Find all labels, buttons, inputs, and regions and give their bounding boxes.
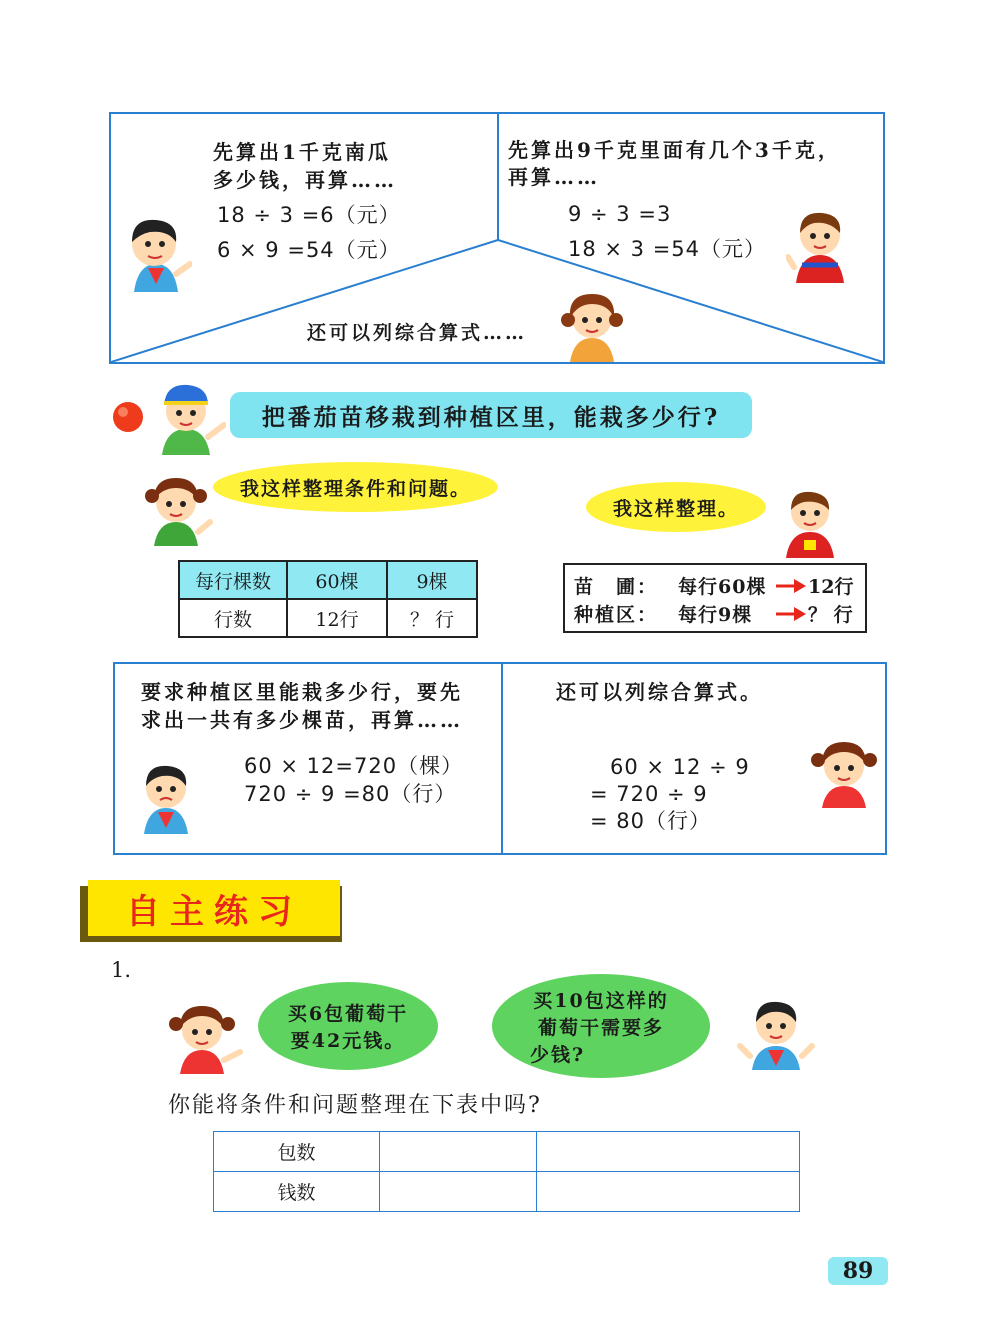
practice-table: [213, 1131, 800, 1212]
arrow-right-icon: [776, 578, 806, 594]
bubble-left-line-1: 买6包葡萄干: [287, 1003, 409, 1025]
box1-right-eq-1: 9 ÷ 3 =3: [568, 202, 672, 226]
practice-bubble-right: [492, 974, 710, 1078]
organize-right-speech-bubble: [586, 482, 766, 532]
practice-bubble-left: [258, 982, 438, 1070]
box1-left-text-1: 先算出1千克南瓜: [213, 140, 391, 164]
organize-right-speech: 我这样整理。: [612, 497, 739, 520]
tomato-icon: [110, 398, 146, 434]
table-cell: 行数: [179, 599, 287, 637]
organize-right-row2-label: 种植区：: [574, 604, 659, 626]
box1-right-text-1: 先算出9千克里面有几个3千克，: [508, 138, 841, 162]
bubble-right-line-1: 买10包这样的: [533, 989, 669, 1012]
organize-right-row1-value: 每行60棵: [678, 576, 767, 598]
boy-cap-character-icon: [150, 375, 226, 455]
box2-right-text: 还可以列综合算式。: [556, 680, 763, 704]
boy-sweater-character-icon: [776, 484, 842, 558]
bubble-right-line-2: 葡萄干需要多: [537, 1016, 664, 1039]
practice-banner: [88, 880, 340, 936]
arrow-right-icon: [776, 606, 806, 622]
organize-right-row2-value: 每行9棵: [678, 604, 753, 626]
box1-bottom-text: 还可以列综合算式……: [307, 322, 528, 344]
boy-character-icon: [736, 990, 816, 1070]
page-number: 89: [842, 1258, 874, 1284]
girl-pigtails-character-icon: [806, 732, 882, 808]
table-cell: 12行: [287, 599, 387, 637]
table-cell: 每行棵数: [179, 561, 287, 599]
practice-table-cell-empty[interactable]: [537, 1172, 800, 1212]
box-2-divider: [501, 664, 503, 853]
box1-left-text-2: 多少钱，再算……: [213, 168, 397, 192]
practice-table-label: 包数: [214, 1132, 380, 1172]
box2-left-eq-1: 60 × 12=720（棵）: [244, 754, 464, 778]
practice-prompt: 你能将条件和问题整理在下表中吗?: [168, 1093, 542, 1118]
table-cell: ？ 行: [387, 599, 477, 637]
organize-right-row1-result: 12行: [808, 576, 854, 598]
box2-left-text-1: 要求种植区里能栽多少行，要先: [141, 680, 463, 704]
organize-right-row2-result: ？ 行: [808, 604, 853, 626]
practice-table-cell-empty[interactable]: [380, 1172, 537, 1212]
practice-table-label: 钱数: [214, 1172, 380, 1212]
practice-table-cell-empty[interactable]: [537, 1132, 800, 1172]
girl-character-icon: [552, 282, 632, 362]
girl-pigtails-character-icon: [138, 466, 214, 546]
box1-right-eq-2: 18 × 3 =54（元）: [568, 237, 767, 261]
box2-right-eq-2: = 720 ÷ 9: [590, 782, 708, 806]
bubble-right-line-3: 少钱?: [530, 1043, 586, 1066]
boy-red-sweater-icon: [786, 205, 852, 283]
table-cell: 60棵: [287, 561, 387, 599]
practice-table-cell-empty[interactable]: [380, 1132, 537, 1172]
problem-question: 把番茄苗移栽到种植区里，能栽多少行?: [261, 403, 721, 431]
practice-item-number: 1.: [111, 958, 132, 982]
organize-left-table: [178, 560, 478, 638]
boy-character-icon: [132, 758, 202, 834]
box1-right-text-2: 再算……: [508, 165, 600, 189]
box2-left-text-2: 求出一共有多少棵苗，再算……: [141, 708, 463, 732]
organize-left-speech: 我这样整理条件和问题。: [239, 477, 471, 500]
organize-left-speech-bubble: [213, 462, 498, 512]
organize-right-row1-label: 苗 圃：: [574, 576, 659, 598]
box2-right-eq-1: 60 × 12 ÷ 9: [610, 755, 750, 779]
girl-pigtails-character-icon: [162, 992, 244, 1074]
table-cell: 9棵: [387, 561, 477, 599]
box2-right-eq-3: = 80（行）: [590, 809, 711, 833]
box2-left-eq-2: 720 ÷ 9 =80（行）: [244, 782, 457, 806]
problem-speech-bubble: [230, 392, 752, 438]
box1-left-eq-2: 6 × 9 =54（元）: [217, 238, 401, 262]
box1-left-eq-1: 18 ÷ 3 =6（元）: [217, 203, 401, 227]
practice-banner-title: 自主练习: [126, 891, 302, 932]
page-number-badge: [828, 1257, 888, 1285]
boy-character-icon: [120, 212, 192, 292]
bubble-left-line-2: 要42元钱。: [290, 1030, 406, 1052]
